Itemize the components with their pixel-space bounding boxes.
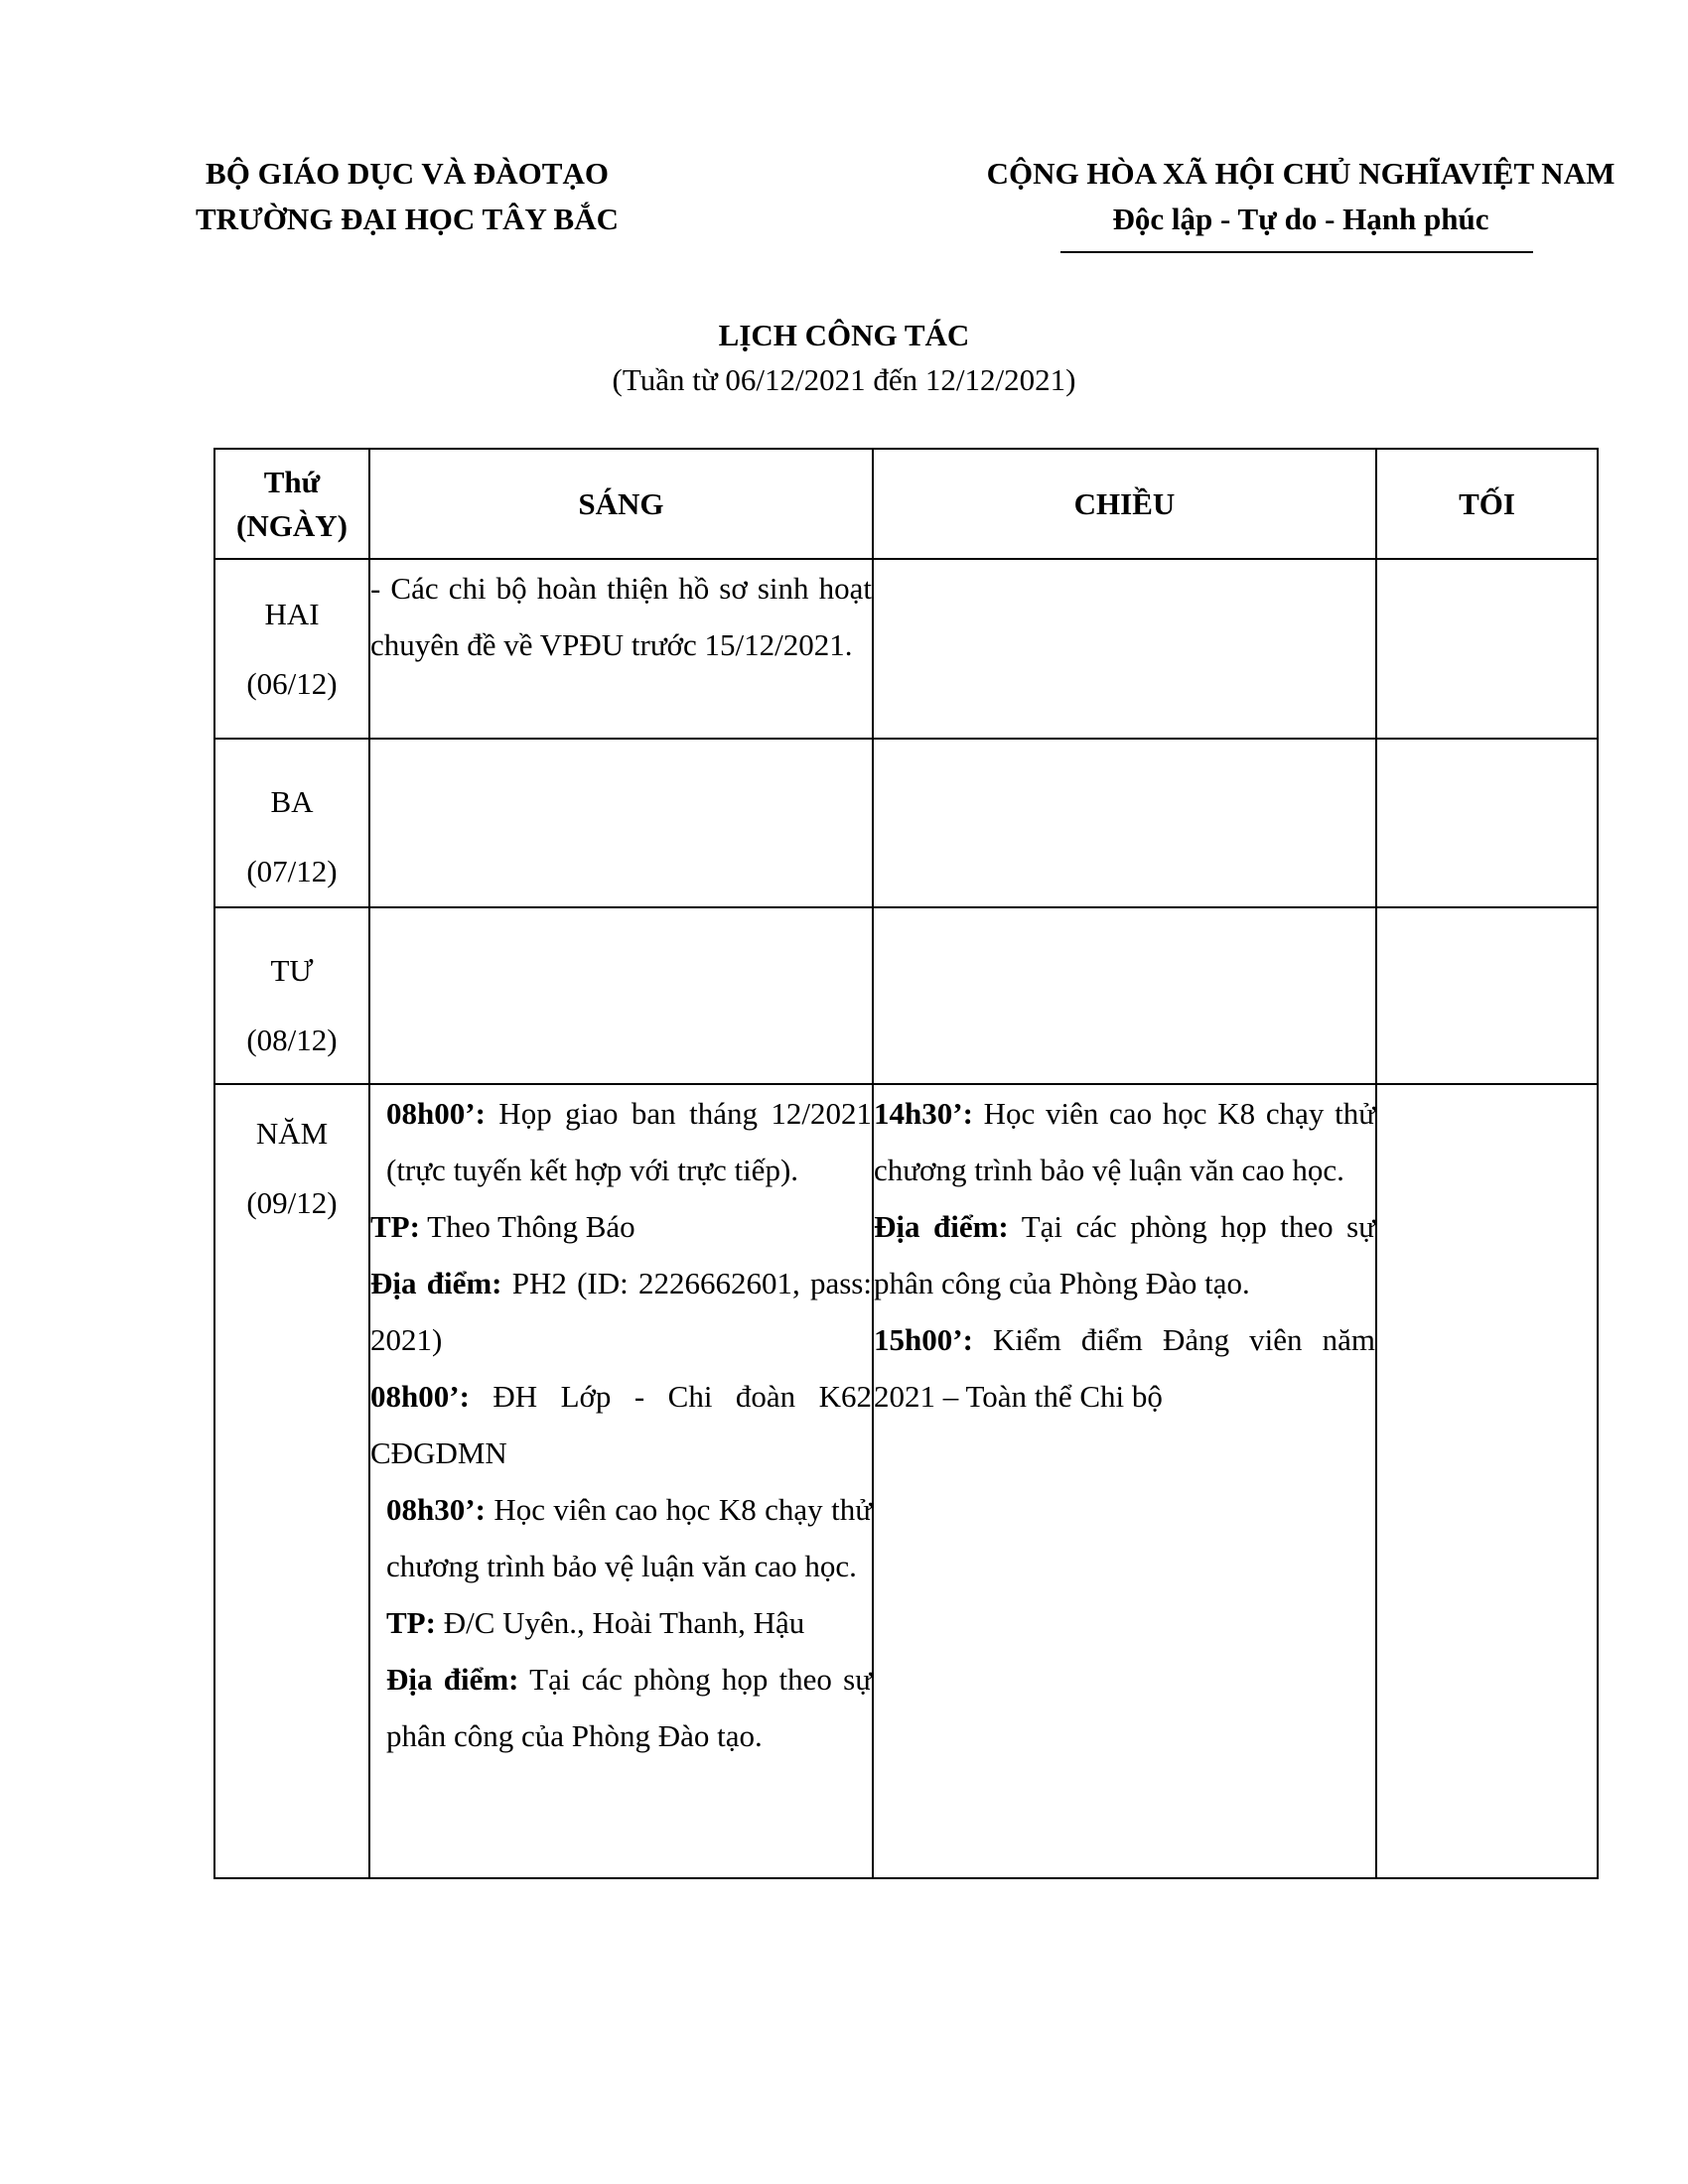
header-day-sub: (NGÀY): [236, 507, 348, 543]
day-name: BA: [270, 784, 314, 819]
entry-text: ĐH Lớp - Chi đoàn K62 CĐGDMN: [370, 1379, 872, 1470]
afternoon-cell: [873, 559, 1376, 739]
header-evening: TỐI: [1376, 449, 1598, 559]
header-day: [214, 449, 369, 559]
entry-time: 08h00’:: [370, 1379, 470, 1414]
afternoon-cell: [873, 739, 1376, 907]
entry-time: 15h00’:: [874, 1322, 973, 1357]
evening-cell: [1376, 907, 1598, 1084]
entry-time: 08h00’:: [386, 1096, 486, 1131]
morning-note: - Các chi bộ hoàn thiện hồ sơ sinh hoạt chuyên đề về VPĐU trước 15/12/2021.: [370, 571, 872, 662]
schedule-entry: [370, 1085, 872, 1198]
schedule-entry: [370, 1198, 872, 1255]
day-cell: [214, 739, 369, 907]
afternoon-cell: [873, 1084, 1376, 1878]
table-header-row: [214, 449, 1598, 559]
day-name: TƯ: [270, 953, 314, 988]
entry-time: 14h30’:: [874, 1096, 973, 1131]
schedule-entry: [874, 1311, 1375, 1425]
entry-label: Địa điểm:: [370, 1266, 502, 1300]
university-name: TRƯỜNG ĐẠI HỌC TÂY BẮC: [196, 202, 619, 236]
afternoon-cell: [873, 907, 1376, 1084]
entry-text: Họp giao ban tháng 12/2021 (trực tuyến kết hợp với trực tiếp).: [386, 1096, 872, 1187]
entry-text: Học viên cao học K8 chạy thử chương trình bảo vệ luận văn cao học.: [386, 1492, 872, 1583]
morning-cell: [369, 1084, 873, 1878]
header-afternoon: CHIỀU: [873, 449, 1376, 559]
schedule-entry: [874, 1085, 1375, 1198]
schedule-table: [213, 448, 1599, 1879]
motto-underline: [1060, 251, 1533, 253]
entry-text: Kiểm điểm Đảng viên năm 2021 – Toàn thể Chi bộ: [874, 1322, 1375, 1414]
day-date: (07/12): [246, 854, 338, 888]
evening-cell: [1376, 739, 1598, 907]
day-name: HAI: [264, 597, 320, 631]
morning-cell: [369, 739, 873, 907]
ministry-header: [159, 151, 655, 242]
national-header: [953, 151, 1648, 242]
entry-label: Địa điểm:: [386, 1662, 519, 1697]
day-date: (09/12): [246, 1185, 338, 1220]
entry-text: Học viên cao học K8 chạy thử chương trình bảo vệ luận văn cao học.: [874, 1096, 1375, 1187]
header-day-label: Thứ: [263, 464, 321, 499]
entry-time: 08h30’:: [386, 1492, 486, 1527]
document-title: LỊCH CÔNG TÁC: [718, 318, 970, 352]
day-cell: [214, 907, 369, 1084]
country-name: CỘNG HÒA XÃ HỘI CHỦ NGHĨAVIỆT NAM: [986, 156, 1616, 191]
evening-cell: [1376, 1084, 1598, 1878]
schedule-entry: [370, 1481, 872, 1594]
entry-text: PH2 (ID: 2226662601, pass: 2021): [370, 1266, 872, 1357]
day-cell: [214, 1084, 369, 1878]
morning-cell: [369, 907, 873, 1084]
entry-label: TP:: [370, 1209, 420, 1244]
day-cell: [214, 559, 369, 739]
day-date: (08/12): [246, 1023, 338, 1057]
header-morning: SÁNG: [369, 449, 873, 559]
table-row: [214, 739, 1598, 907]
schedule-entry: [370, 1651, 872, 1764]
document-subtitle: (Tuần từ 06/12/2021 đến 12/12/2021): [612, 362, 1076, 397]
entry-label: TP:: [386, 1605, 436, 1640]
entry-label: Địa điểm:: [874, 1209, 1009, 1244]
table-row: [214, 1084, 1598, 1878]
entry-text: Theo Thông Báo: [419, 1209, 635, 1244]
entry-text: Tại các phòng họp theo sự phân công của Phòng Đào tạo.: [874, 1209, 1376, 1300]
schedule-entry: [370, 1368, 872, 1481]
national-motto: Độc lập - Tự do - Hạnh phúc: [1112, 202, 1489, 236]
table-row: [214, 907, 1598, 1084]
morning-cell: [369, 559, 873, 739]
day-date: (06/12): [246, 666, 338, 701]
entry-text: Tại các phòng họp theo sự phân công của Phòng Đào tạo.: [386, 1662, 873, 1753]
schedule-entry: [370, 1594, 872, 1651]
table-row: [214, 559, 1598, 739]
entry-text: Đ/C Uyên., Hoài Thanh, Hậu: [435, 1605, 805, 1640]
evening-cell: [1376, 559, 1598, 739]
ministry-name: BỘ GIÁO DỤC VÀ ĐÀOTẠO: [206, 156, 609, 191]
day-name: NĂM: [255, 1116, 329, 1151]
schedule-entry: [370, 1255, 872, 1368]
schedule-entry: [874, 1198, 1375, 1311]
